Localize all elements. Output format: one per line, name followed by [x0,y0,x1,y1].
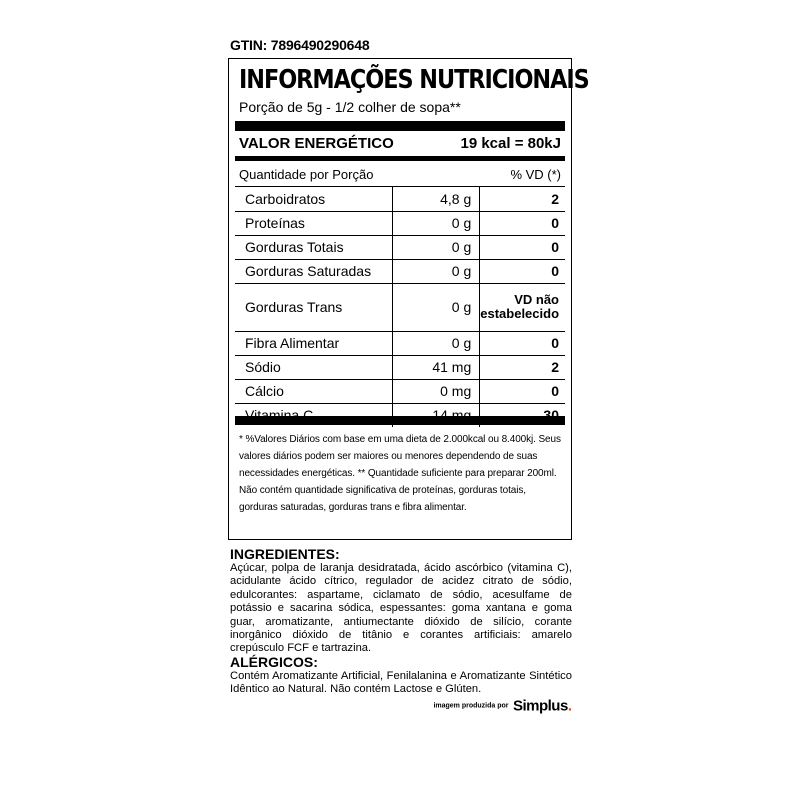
vd-header: % VD (*) [510,167,561,182]
nutrient-name: Proteínas [235,211,392,235]
nutrient-quantity: 0 g [392,211,479,235]
divider-medium [235,156,565,161]
portion-size: Porção de 5g - 1/2 colher de sopa** [239,99,461,115]
daily-values-note: * %Valores Diários com base em uma dieta de 2.000kcal ou 8.400kj. Seus valores diários podem ser maiores ou menores dependendo de suas necessidades energéticas. ** Quantidade suficiente para preparar 200ml. [239,434,561,479]
gtin-code: GTIN: 7896490290648 [230,37,370,53]
nutrient-vd: 2 [480,355,565,379]
nutrient-quantity: 4,8 g [392,187,479,211]
divider-thick [235,121,565,131]
table-row [235,355,565,379]
panel-title: INFORMAÇÕES NUTRICIONAIS [239,65,589,95]
not-significant-note: Não contém quantidade significativa de proteínas, gorduras totais, gorduras saturadas, gorduras trans e fibra alimentar. [239,485,526,513]
credit-brand-dot: . [567,697,572,715]
quantity-header: Quantidade por Porção [239,167,374,182]
ingredients-title: INGREDIENTES: [230,546,340,562]
nutrient-quantity: 0 g [392,331,479,355]
allergens-text: Contém Aromatizante Artificial, Fenilalanina e Aromatizante Sintético Idêntico ao Natural. Não contém Lactose e Glúten. [230,670,572,696]
nutrient-name: Gorduras Trans [235,283,392,331]
table-row [235,283,565,331]
table-row [235,379,565,403]
table-row [235,211,565,235]
nutrient-vd: 2 [480,187,565,211]
nutrient-name: Carboidratos [235,187,392,211]
allergens-title: ALÉRGICOS: [230,654,318,670]
nutrient-quantity: 41 mg [392,355,479,379]
nutrient-quantity: 0 g [392,283,479,331]
footnote [239,431,561,516]
divider-bottom [235,416,565,425]
nutrient-name: Cálcio [235,379,392,403]
nutrient-name: Sódio [235,355,392,379]
nutrient-quantity: 0 g [392,235,479,259]
nutrient-vd: VD não estabelecido [480,283,565,331]
table-row [235,331,565,355]
nutrition-facts-panel [228,58,589,540]
nutrient-name: Gorduras Saturadas [235,259,392,283]
image-credit [433,697,572,715]
credit-prefix: imagem produzida por [433,702,509,710]
nutrient-name: Fibra Alimentar [235,331,392,355]
nutrient-table [235,187,565,427]
nutrient-quantity: 0 mg [392,379,479,403]
table-row [235,187,565,211]
ingredients-text: Açúcar, polpa de laranja desidratada, ácido ascórbico (vitamina C), acidulante ácido cítrico, regulador de acidez citrato de sódio, edulcorantes: aspartame, ciclamato de sódio, acesulfame de potássio e sacarina sódica, espessantes: goma xantana e goma guar, aromatizante, antiumectante dióxido de silício, corante inorgânico dióxido de titânio e corantes artificiais: amarelo crepúsculo FCF e tartrazina. [230,562,572,655]
nutrient-vd: 0 [480,235,565,259]
nutrient-vd: 0 [480,211,565,235]
credit-brand-logo: Simplus [512,697,568,715]
nutrient-vd: 0 [480,331,565,355]
energy-label: VALOR ENERGÉTICO [239,135,394,152]
nutrient-vd: 0 [480,379,565,403]
table-row [235,235,565,259]
table-row [235,259,565,283]
energy-value: 19 kcal = 80kJ [460,135,561,152]
nutrient-quantity: 0 g [392,259,479,283]
nutrient-vd: 0 [480,259,565,283]
nutrient-name: Gorduras Totais [235,235,392,259]
